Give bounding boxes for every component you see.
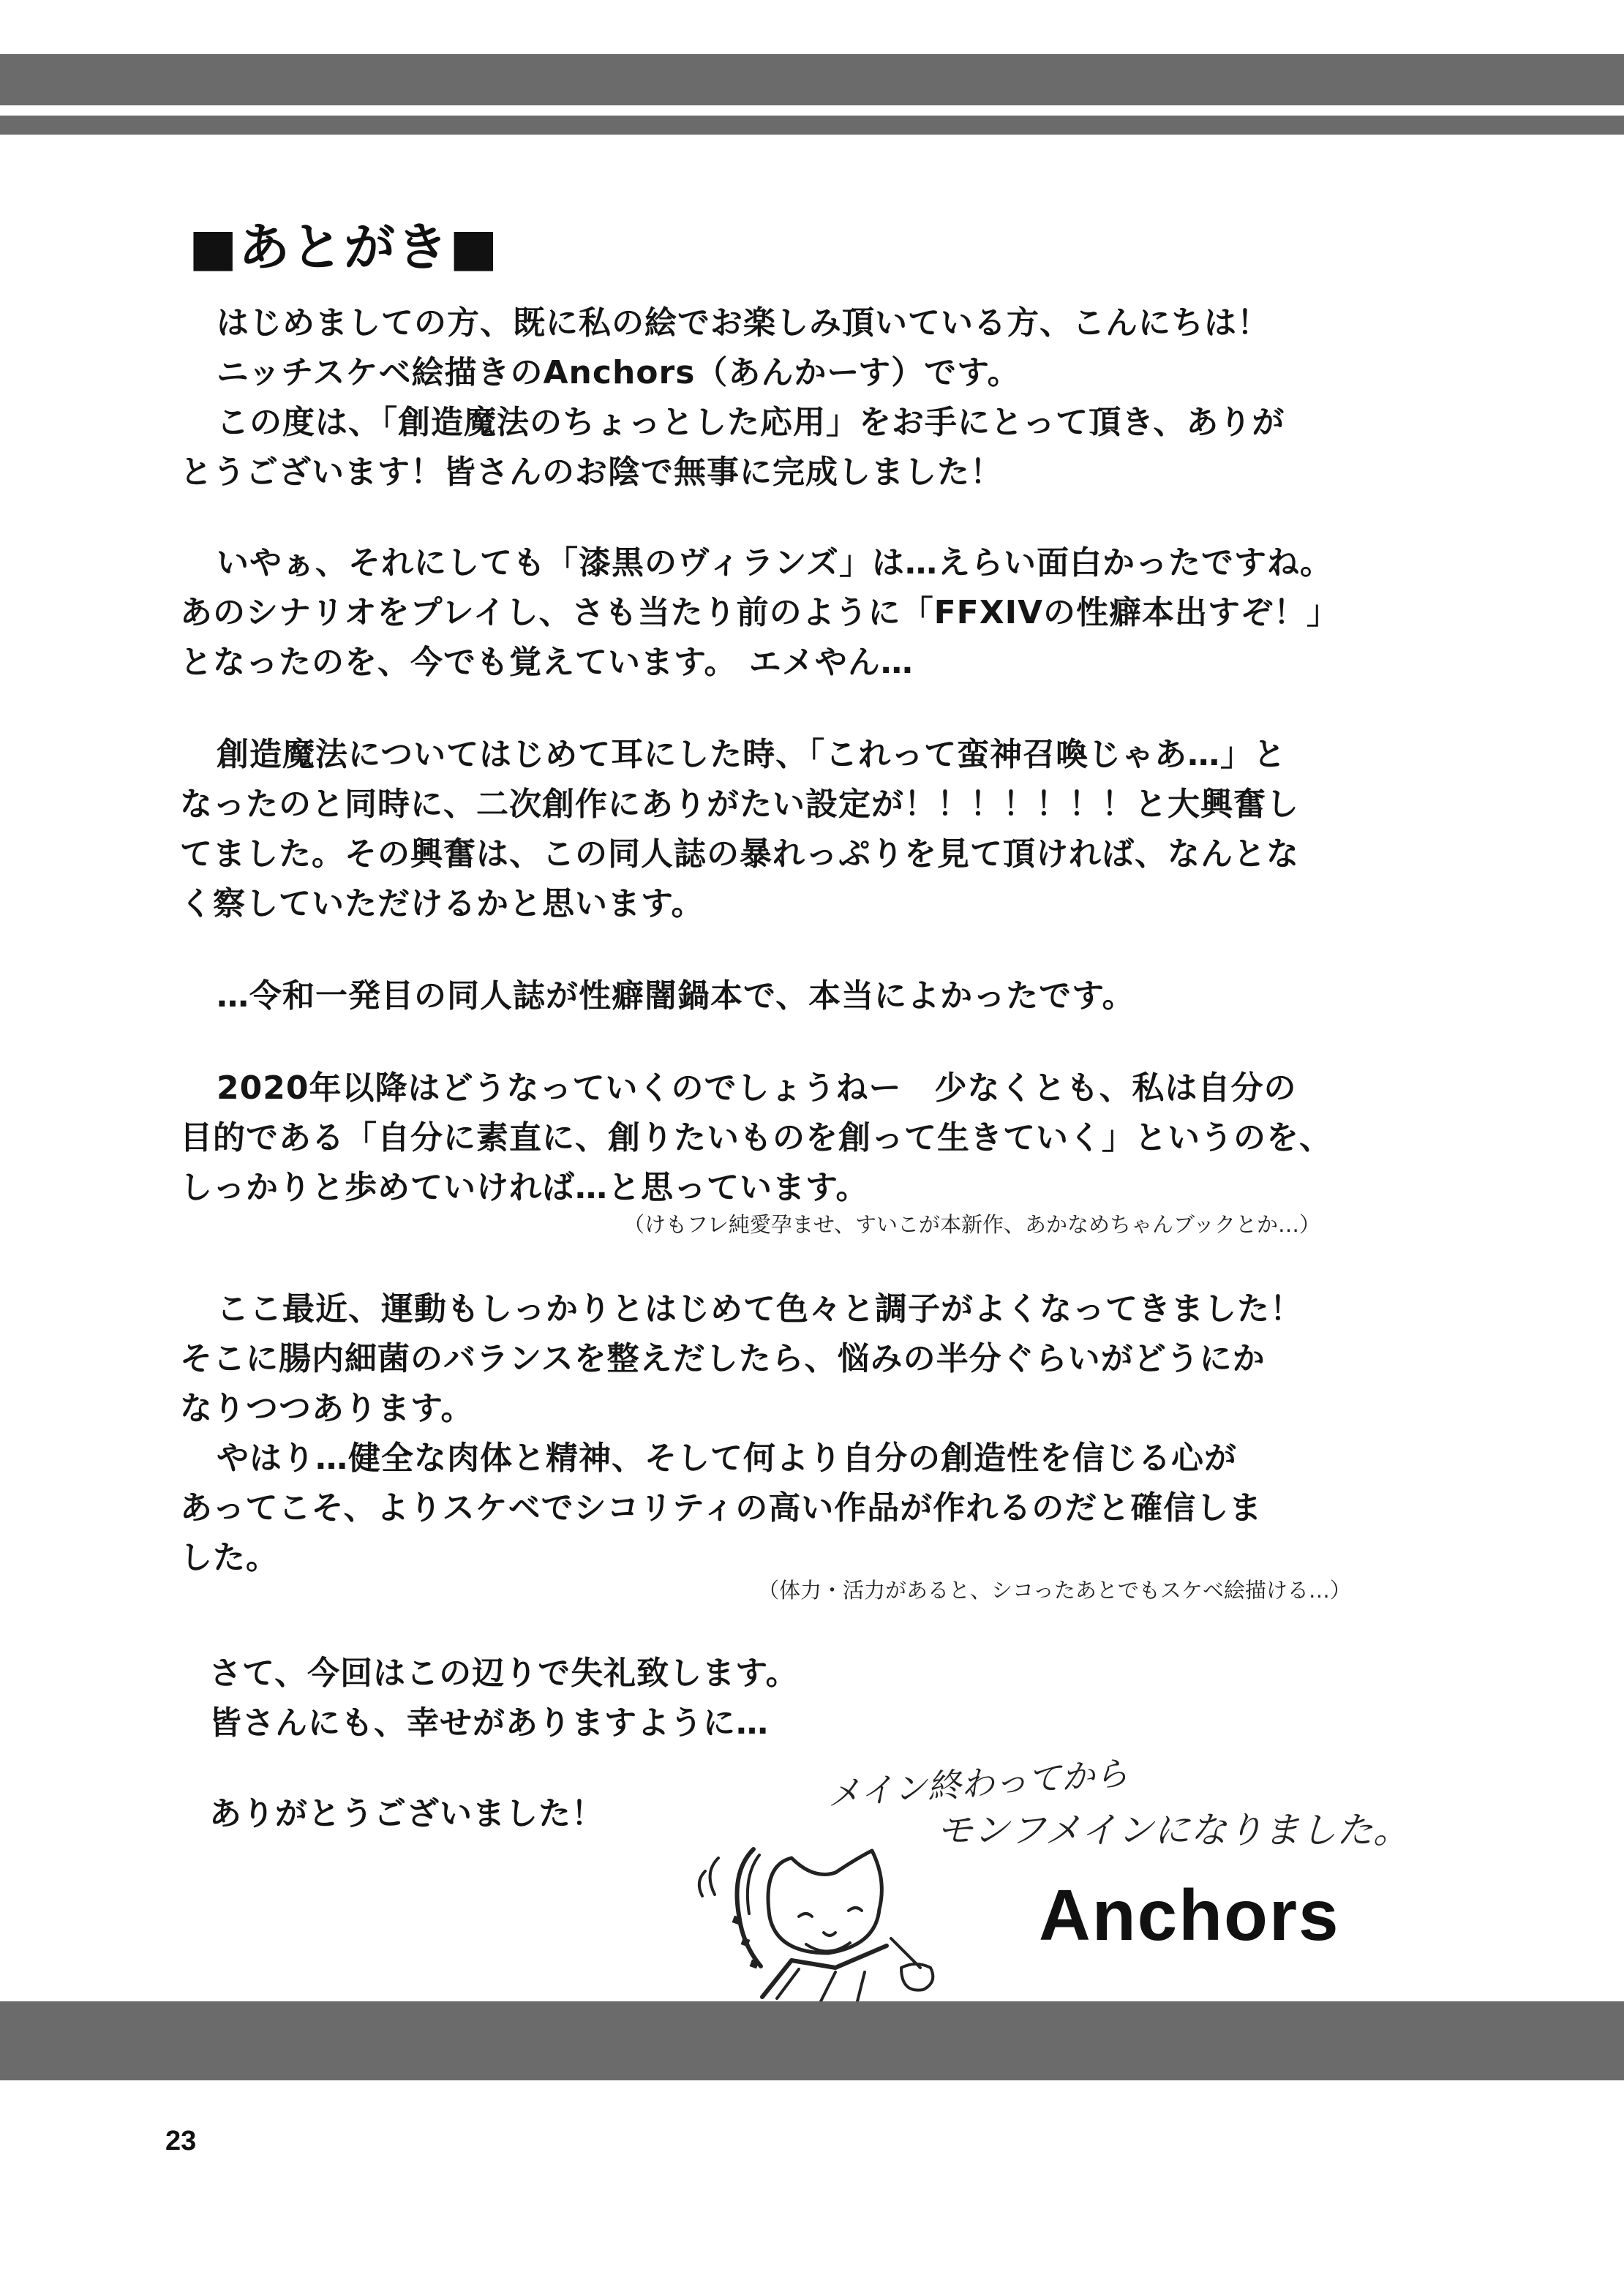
footer-band [0,2001,1624,2080]
body-line: とうございます！皆さんのお陰で無事に完成しました！ [180,454,1003,491]
page-number: 23 [165,2126,197,2156]
body-line: ニッチスケベ絵描きのAnchors（あんかーす）です。 [217,354,1020,391]
body-line: となったのを、今でも覚えています。 エメやん… [180,644,914,681]
body-line: 創造魔法についてはじめて耳にした時、「これって蛮神召喚じゃあ…」と [217,736,1287,773]
aside-note: （体力・活力があると、シコったあとでもスケベ絵描ける…） [758,1578,1351,1603]
body-line: てました。その興奮は、この同人誌の暴れっぷりを見て頂ければ、なんとな [180,835,1299,873]
handwritten-note-line-2: モンフメインになりました。 [936,1809,1410,1851]
header-band [0,54,1624,105]
body-line: …令和一発目の同人誌が性癖闇鍋本で、本当によかったです。 [217,977,1135,1015]
author-signature: Anchors [1039,1875,1340,1955]
body-line: なりつつあります。 [180,1390,474,1427]
body-line: ありがとうございました！ [209,1795,604,1832]
header-band-stripe [0,116,1624,135]
body-line: 目的である「自分に素直に、創りたいものを創って生きていく」というのを、 [180,1119,1332,1156]
body-line: さて、今回はこの辺りで失礼致します。 [209,1655,799,1692]
body-line: しっかりと歩めていければ…と思っています。 [180,1169,869,1206]
mascot-illustration [689,1829,1004,2001]
body-line: 皆さんにも、幸せがありますように… [209,1704,769,1742]
body-line: いやぁ、それにしても「漆黒のヴィランズ」は…えらい面白かったですね。 [217,544,1334,582]
body-line: あってこそ、よりスケベでシコリティの高い作品が作れるのだと確信しま [180,1489,1263,1527]
body-line: はじめましての方、既に私の絵でお楽しみ頂いている方、こんにちは！ [217,304,1270,342]
body-line: く察していただけるかと思います。 [180,885,704,922]
handwritten-note-line-1: メイン終わってから [825,1753,1130,1814]
body-line: なったのと同時に、二次創作にありがたい設定が！！！！！！！と大興奮し [180,786,1299,823]
body-line: ここ最近、運動もしっかりとはじめて色々と調子がよくなってきました！ [217,1290,1303,1328]
aside-note: （けもフレ純愛孕ませ、すいこが本新作、あかなめちゃんブックとか…） [623,1212,1320,1237]
body-line: この度は、「創造魔法のちょっとした応用」をお手にとって頂き、ありが [217,404,1285,441]
body-line: あのシナリオをプレイし、さも当たり前のように「FFXIVの性癖本出すぞ！」 [180,594,1340,631]
body-line: そこに腸内細菌のバランスを整えだしたら、悩みの半分ぐらいがどうにか [180,1340,1266,1377]
body-line: した。 [180,1539,279,1576]
body-line: やはり…健全な肉体と精神、そして何より自分の創造性を信じる心が [217,1440,1237,1477]
page-title: ■あとがき■ [189,217,500,277]
body-line: 2020年以降はどうなっていくのでしょうねー 少なくとも、私は自分の [217,1069,1297,1107]
